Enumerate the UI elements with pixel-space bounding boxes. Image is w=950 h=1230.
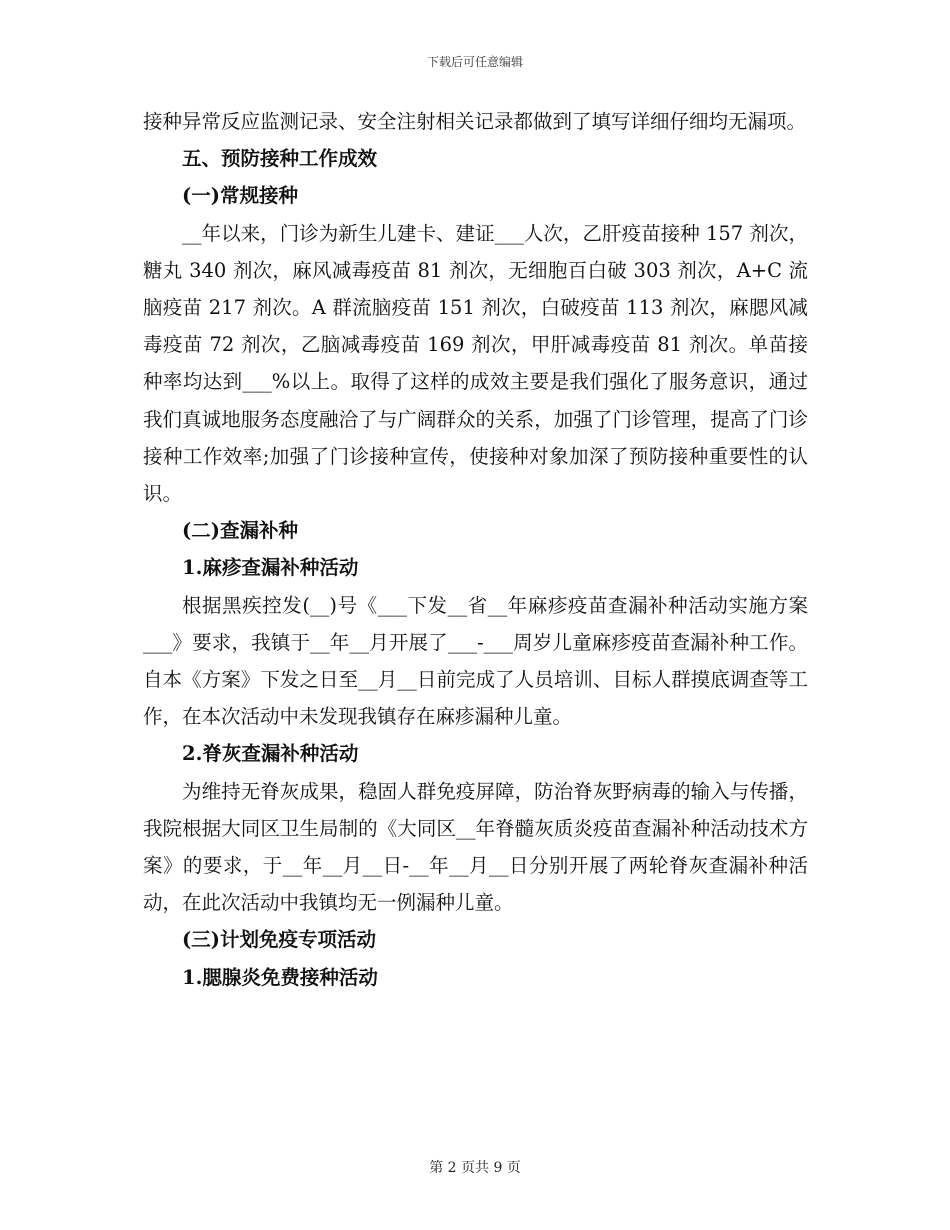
paragraph-polio: 为维持无脊灰成果，稳固人群免疫屏障，防治脊灰野病毒的输入与传播，我院根据大同区卫生局制的《大同区__年脊髓灰质炎疫苗查漏补种活动技术方案》的要求，于__年__月__日-__年__月__日分别开展了两轮脊灰查漏补种活动，在此次活动中我镇均无一例漏种儿童。 — [143, 779, 808, 915]
item-heading-polio: 2.脊灰查漏补种活动 — [182, 742, 359, 766]
item-heading-mumps: 1.腮腺炎免费接种活动 — [182, 965, 378, 989]
paragraph-records: 接种异常反应监测记录、安全注射相关记录都做到了填写详细仔细均无漏项。 — [143, 110, 807, 133]
subheading-special-activities: (三)计划免疫专项活动 — [182, 928, 376, 952]
page-header: 下载后可任意编辑 — [426, 55, 523, 69]
paragraph-routine-vaccination: __年以来，门诊为新生儿建卡、建证___人次，乙肝疫苗接种 157 剂次，糖丸 340 剂次，麻风减毒疫苗 81 剂次，无细胞百白破 303 剂次，A+C 流脑疫苗 217 剂次。A 群流脑疫苗 151 剂次，白破疫苗 113 剂次，麻腮风减毒疫苗 72 剂次，乙脑减毒疫苗 169 剂次，甲肝减毒疫苗 81 剂次。单苗接种率均达到___%以上。取得了这样的成效主要是我们强化了服务意识，通过我们真诚地服务态度融洽了与广阔群众的关系，加强了门诊管理，提高了门诊接种工作效率;加强了门诊接种宣传，使接种对象加深了预防接种重要性的认识。 — [143, 221, 808, 506]
item-heading-measles: 1.麻疹查漏补种活动 — [182, 556, 359, 580]
section-heading-5: 五、预防接种工作成效 — [182, 147, 378, 171]
document-body — [143, 103, 808, 996]
subheading-catch-up: (二)查漏补种 — [182, 519, 298, 543]
paragraph-measles: 根据黑疾控发(__)号《___下发__省__年麻疹疫苗查漏补种活动实施方案___》要求，我镇于__年__月开展了___-___周岁儿童麻疹疫苗查漏补种工作。自本《方案》下发之日至__月__日前完成了人员培训、目标人群摸底调查等工作，在本次活动中未发现我镇存在麻疹漏种儿童。 — [143, 593, 808, 729]
page-footer: 第 2 页共 9 页 — [429, 1160, 521, 1176]
subheading-routine-vaccination: (一)常规接种 — [182, 184, 298, 208]
